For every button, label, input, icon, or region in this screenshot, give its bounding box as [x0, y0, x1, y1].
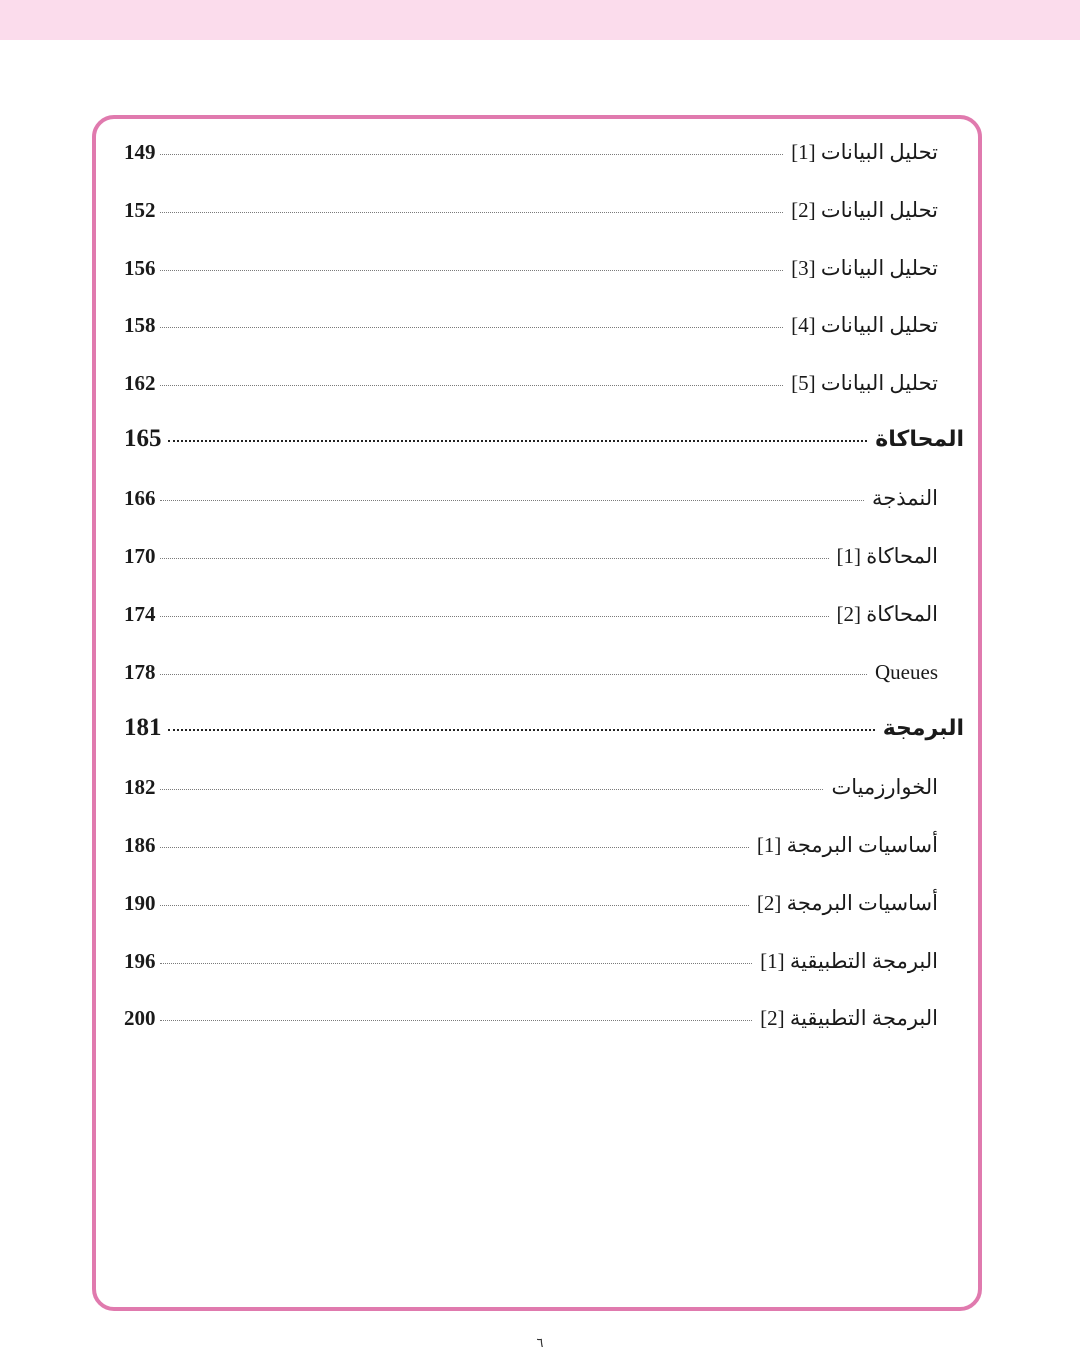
dot-leader: [160, 788, 824, 790]
toc-entry-title: المحاكاة [1]: [836, 544, 938, 568]
toc-entry-title: البرمجة التطبيقية [2]: [760, 1006, 938, 1030]
dot-leader: [160, 904, 749, 906]
toc-page-number: 162: [124, 371, 156, 395]
toc-entry-title: Queues: [875, 660, 938, 684]
toc-entry-title: النمذجة: [872, 486, 938, 510]
toc-page-number: 186: [124, 833, 156, 857]
toc-page-number: 152: [124, 198, 156, 222]
dot-leader: [160, 962, 753, 964]
toc-chapter-title: المحاكاة: [875, 427, 964, 452]
toc-entry[interactable]: [124, 313, 938, 338]
dot-leader: [168, 439, 868, 442]
toc-entry[interactable]: [124, 198, 938, 223]
toc-page-number: 165: [124, 425, 162, 452]
toc-page-number: 196: [124, 949, 156, 973]
toc-page-number: 166: [124, 486, 156, 510]
toc-entry-title: أساسيات البرمجة [2]: [756, 891, 938, 915]
dot-leader: [160, 1019, 753, 1021]
toc-entry[interactable]: [124, 486, 938, 511]
page-number: ٦: [536, 1336, 544, 1351]
toc-page-number: 170: [124, 544, 156, 568]
toc-page-number: 174: [124, 602, 156, 626]
dot-leader: [160, 384, 784, 386]
toc-entry[interactable]: [124, 1006, 938, 1031]
dot-leader: [160, 615, 829, 617]
toc-entry-title: أساسيات البرمجة [1]: [756, 833, 938, 857]
toc-page-number: 200: [124, 1006, 156, 1030]
toc-page-number: 149: [124, 140, 156, 164]
toc-entry-title: المحاكاة [2]: [836, 602, 938, 626]
toc-entry-title: تحليل البيانات [3]: [791, 256, 938, 280]
toc-entry[interactable]: [124, 949, 938, 974]
dot-leader: [160, 499, 865, 501]
toc-entry-title: تحليل البيانات [4]: [791, 313, 938, 337]
dot-leader: [160, 326, 784, 328]
toc-page-number: 158: [124, 313, 156, 337]
toc-entry-title: تحليل البيانات [1]: [791, 140, 938, 164]
toc-chapter-title: البرمجة: [882, 716, 964, 741]
dot-leader: [160, 211, 784, 213]
toc-entry[interactable]: [124, 833, 938, 858]
toc-page-number: 181: [124, 714, 162, 741]
toc-entry-title: البرمجة التطبيقية [1]: [760, 949, 938, 973]
dot-leader: [160, 846, 749, 848]
toc-entry[interactable]: [124, 256, 938, 281]
toc-entry[interactable]: [124, 371, 938, 396]
toc-entry[interactable]: [124, 775, 938, 800]
dot-leader: [160, 557, 829, 559]
toc-page-number: 178: [124, 660, 156, 684]
toc-chapter-entry[interactable]: [124, 714, 964, 742]
toc-page-number: 156: [124, 256, 156, 280]
toc-entry-title: تحليل البيانات [5]: [791, 371, 938, 395]
toc-entry[interactable]: [124, 891, 938, 916]
toc-chapter-entry[interactable]: [124, 425, 964, 453]
dot-leader: [168, 728, 875, 731]
toc-entry[interactable]: [124, 602, 938, 627]
toc-page-number: 182: [124, 775, 156, 799]
toc-entry[interactable]: [124, 660, 938, 685]
toc-page-number: 190: [124, 891, 156, 915]
dot-leader: [160, 269, 784, 271]
dot-leader: [160, 153, 784, 155]
toc-entry[interactable]: [124, 544, 938, 569]
toc-entry[interactable]: [124, 140, 938, 165]
dot-leader: [160, 673, 868, 675]
toc-entry-title: تحليل البيانات [2]: [791, 198, 938, 222]
toc-entry-title: الخوارزميات: [831, 775, 938, 799]
